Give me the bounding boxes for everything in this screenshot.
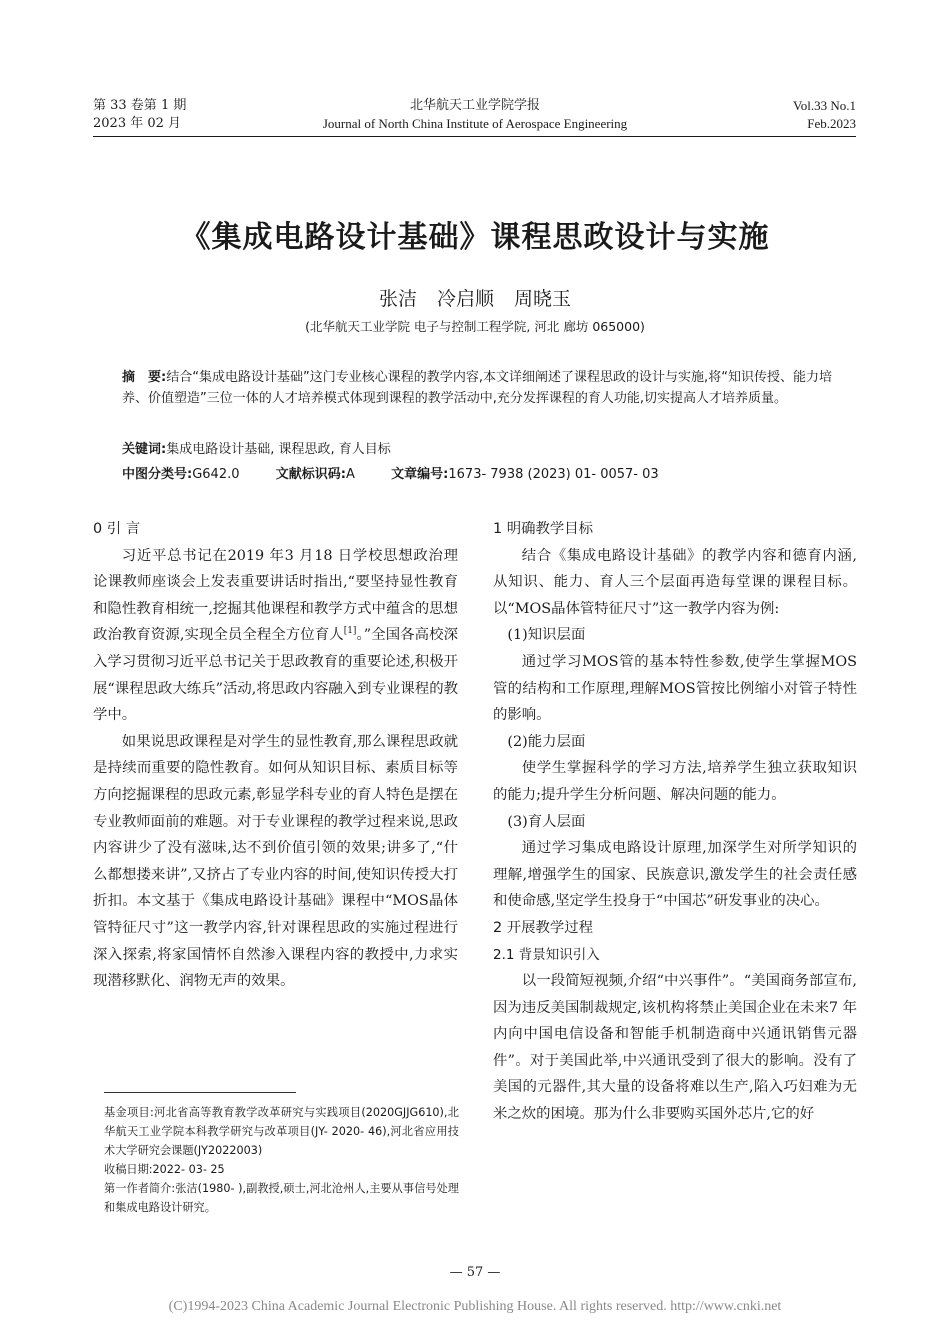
abstract-label: 摘 要: [122,370,167,385]
copyright-notice: (C)1994-2023 China Academic Journal Electronic Publishing House. All rights reserved. http://www.cnki.net [168,1299,782,1314]
journal-name-cn: 北华航天工业学院学报 [409,98,540,113]
footnote-received: 收稿日期:2022- 03- 25 [104,1163,225,1176]
section-1-heading: 1 明确教学目标 [493,521,594,537]
education-level-paragraph: 通过学习集成电路设计原理,加深学生对所学知识的理解,增强学生的国家、民族意识,激发学生的社会责任感和使命感,坚定学生投身于“中国芯”研发事业的决心。 [493,840,857,910]
doc-code-value: A [345,467,355,482]
section-2-1-heading: 2.1 背景知识引入 [493,946,600,963]
header-date: 2023 年 02 月 [93,116,182,131]
doc-code-label: 文献标识码: [275,467,346,482]
section-1-paragraph: 结合《集成电路设计基础》的教学内容和德育内涵,从知识、能力、育人三个层面再造每堂课的课程目标。以“MOS晶体管特征尺寸”这一教学内容为例: [493,547,857,617]
keywords-text: 集成电路设计基础, 课程思政, 育人目标 [166,442,391,457]
education-level-heading: (3)育人层面 [507,813,586,830]
header-month: Feb.2023 [807,116,856,131]
keywords-label: 关键词: [122,442,167,457]
intro-p1-text: 习近平总书记在2019 年3 月18 日学校思想政治理论课教师座谈会上发表重要讲话时指出,“要坚持显性教育和隐性教育相统一,挖掘其他课程和教学方式中蕴含的思想政治教育资源,实现全员全程全方位育人 [93,547,458,644]
abstract [122,368,832,409]
intro-paragraph-1 [93,543,458,729]
section-intro-heading: 0 引 言 [93,521,141,537]
footnote-author: 第一作者简介:张洁(1980- ),副教授,硕士,河北沧州人,主要从事信号处理和集成电路设计研究。 [104,1182,459,1214]
paper-affiliation: (北华航天工业学院 电子与控制工程学院, 河北 廊坊 065000) [305,319,645,334]
header-issue [93,97,273,133]
footnote [104,1103,459,1217]
clc-label: 中图分类号: [122,467,193,482]
section-2-1-paragraph: 以一段简短视频,介绍“中兴事件”。“美国商务部宣布,因为违反美国制裁规定,该机构将禁止美国企业在未来7 年内向中国电信设备和智能手机制造商中兴通讯销售元器件”。对于美国此举,中兴通讯受到了很大的影响。没有了美国的元器件,其大量的设备将难以生产,陷入巧妇难为无米之炊的困境。那为什么非要购买国外芯片,它的好 [493,973,857,1123]
header-journal [280,97,670,133]
knowledge-level-heading: (1)知识层面 [507,627,586,644]
abstract-text: 结合“集成电路设计基础”这门专业核心课程的教学内容,本文详细阐述了课程思政的设计与实施,将“知识传授、能力培养、价值塑造”三位一体的人才培养模式体现到课程的教学活动中,充分发挥课程的育人功能,切实提高人才培养质量。 [122,370,832,406]
article-no-value: 1673- 7938 (2023) 01- 0057- 03 [448,467,659,482]
footnote-divider [104,1092,296,1093]
clc-value: G642.0 [192,467,240,482]
paper-title: 《集成电路设计基础》课程思政设计与实施 [180,220,770,255]
keywords [122,440,391,460]
footnote-fund: 基金项目:河北省高等教育教学改革研究与实践项目(2020GJJG610),北华航天工业学院本科教学研究与改革项目(JY- 2020- 46),河北省应用技术大学研究会课题(JY2022003) [104,1106,459,1157]
paper-authors: 张洁 冷启顺 周晓玉 [378,288,572,310]
section-2-heading: 2 开展教学过程 [493,919,594,936]
header-vol-no: Vol.33 No.1 [793,98,856,113]
header-volume: 第 33 卷第 1 期 [93,98,187,113]
article-no-label: 文章编号: [391,467,449,482]
citation-ref: [1] [343,626,357,637]
header-divider [93,136,856,137]
left-column [93,516,458,995]
intro-paragraph-2: 如果说思政课程是对学生的显性教育,那么课程思政就是持续而重要的隐性教育。如何从知识目标、素质目标等方向挖掘课程的思政元素,彰显学科专业的育人特色是摆在专业教师面前的难题。对于专业课程的教学过程来说,思政内容讲少了没有滋味,达不到价值引领的效果;讲多了,“什么都想搂来讲”,又挤占了专业内容的时间,使知识传授大打折扣。本文基于《集成电路设计基础》课程中“MOS晶体管特征尺寸”这一教学内容,针对课程思政的实施过程进行深入探索,将家国情怀自然渗入课程内容的教授中,力求实现潜移默化、润物无声的效果。 [93,733,458,990]
journal-name-en: Journal of North China Institute of Aerospace Engineering [322,116,628,131]
intro-p1-text-cont: 。”全国各高校深入学习贯彻习近平总书记关于思政教育的重要论述,积极开展“课程思政大练兵”活动,将思政内容融入到专业课程的教学中。 [93,627,458,724]
page-number: — 57 — [449,1265,501,1280]
classification-line [122,465,659,485]
ability-level-heading: (2)能力层面 [507,733,586,750]
right-column [493,516,857,1128]
ability-level-paragraph: 使学生掌握科学的学习方法,培养学生独立获取知识的能力;提升学生分析问题、解决问题的能力。 [493,760,857,803]
knowledge-level-paragraph: 通过学习MOS管的基本特性参数,使学生掌握MOS管的结构和工作原理,理解MOS管按比例缩小对管子特性的影响。 [493,653,857,724]
header-volume-en [700,97,856,133]
